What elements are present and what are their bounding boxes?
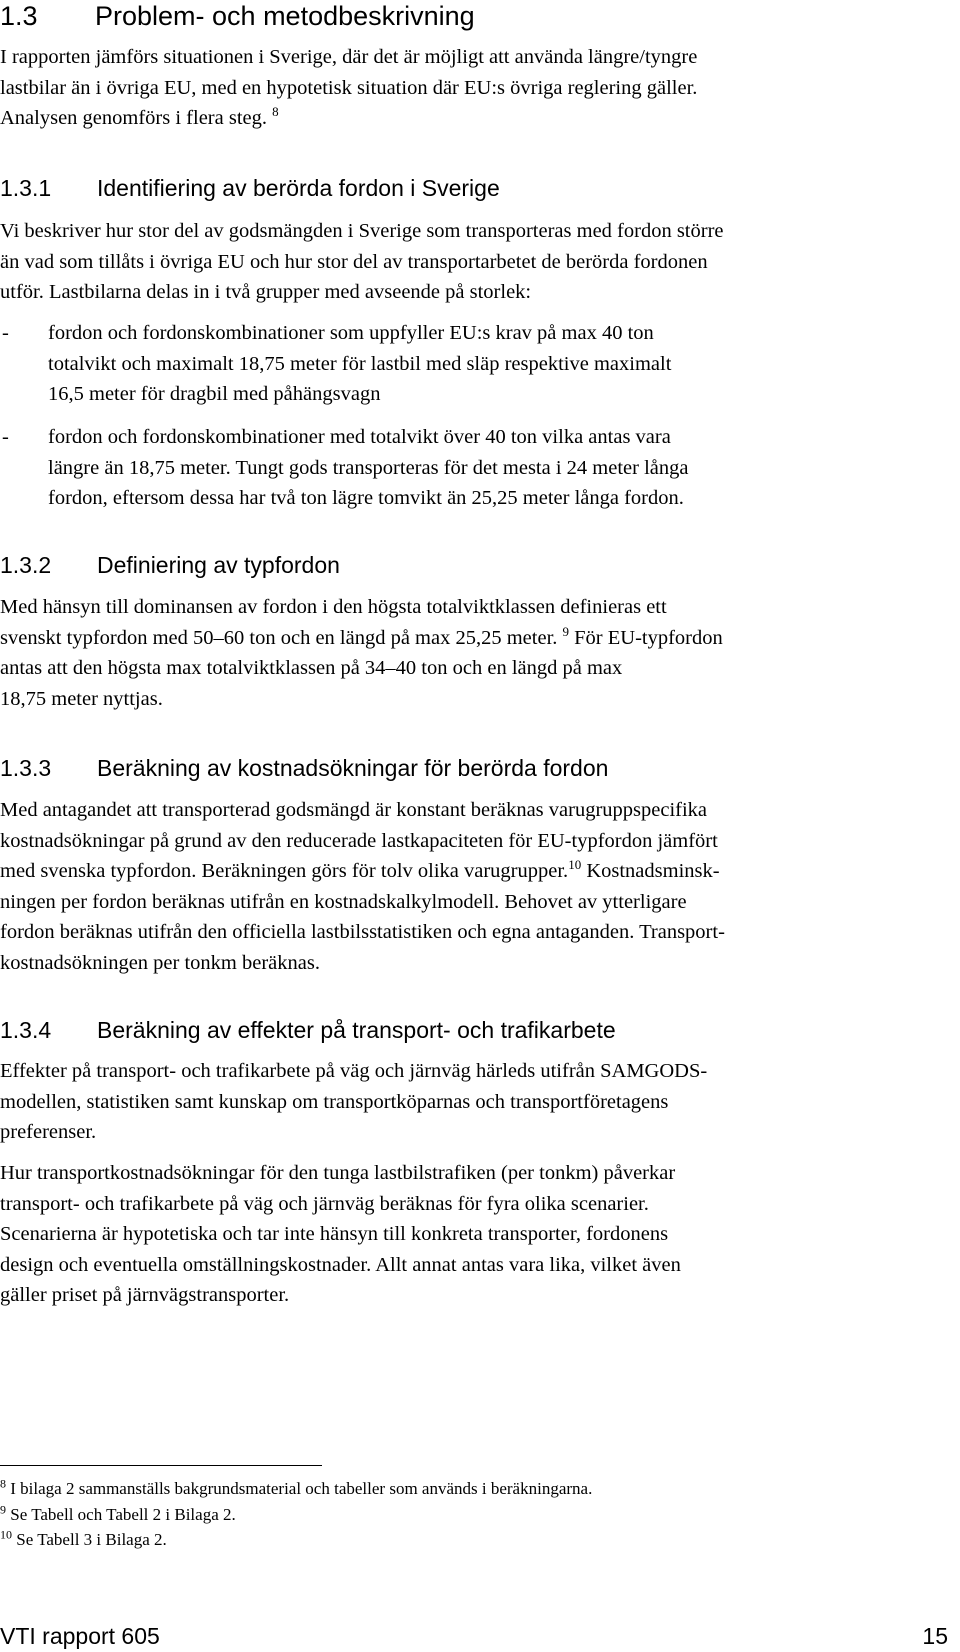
list-item-line: längre än 18,75 meter. Tungt gods transporteras för det mesta i 24 meter långa: [48, 456, 689, 479]
footnote-text: Se Tabell 3 i Bilaga 2.: [12, 1530, 167, 1549]
intro-line: [0, 103, 945, 134]
s133-line: kostnadsökningen per tonkm beräknas.: [0, 951, 320, 974]
s133-line: [0, 856, 945, 887]
list-item-line: totalvikt och maximalt 18,75 meter för lastbil med släp respektive maximalt: [48, 352, 672, 375]
subsection-number: 1.3.1: [0, 175, 52, 201]
s133-line: kostnadsökningar på grund av den reducerade lastkapaciteten för EU-typfordon jämfört: [0, 829, 718, 852]
intro-line: lastbilar än i övriga EU, med en hypotetisk situation där EU:s övriga reglering gäller.: [0, 76, 698, 99]
s133-line: ningen per fordon beräknas utifrån en kostnadskalkylmodell. Behovet av ytterligare: [0, 890, 687, 913]
intro-line: I rapporten jämförs situationen i Sverige, där det är möjligt att använda längre/tyngre: [0, 46, 698, 68]
s131-line: Vi beskriver hur stor del av godsmängden i Sverige som transporteras med fordon större: [0, 220, 724, 242]
subsection-number: 1.3.4: [0, 1017, 52, 1043]
list-dash: -: [2, 322, 9, 344]
subsection-heading-132: [0, 551, 340, 579]
intro-last-text: Analysen genomförs i flera steg.: [0, 107, 267, 129]
subsection-heading-134: [0, 1016, 616, 1044]
list-item-line: fordon och fordonskombinationer som uppfyller EU:s krav på max 40 ton: [48, 322, 654, 344]
section-heading: [0, 0, 475, 32]
footnote: [0, 1503, 236, 1527]
footnote-text: I bilaga 2 sammanställs bakgrundsmaterial och tabeller som används i beräkningarna.: [6, 1479, 593, 1498]
subsection-title: Definiering av typfordon: [97, 552, 340, 578]
list-item-line: 16,5 meter för dragbil med påhängsvagn: [48, 383, 381, 405]
s132-text: För EU-typfordon: [569, 626, 723, 649]
footnote-number: 10: [0, 1527, 12, 1542]
s132-line: [0, 623, 945, 654]
s134-line: preferenser.: [0, 1121, 97, 1143]
subsection-number: 1.3.3: [0, 755, 52, 781]
footnote: [0, 1477, 592, 1501]
footnote-number: 9: [0, 1502, 6, 1517]
subsection-number: 1.3.2: [0, 552, 52, 578]
subsection-heading-131: [0, 174, 500, 202]
s134-line: transport- och trafikarbete på väg och järnväg beräknas för fyra olika scenarier.: [0, 1192, 649, 1215]
s134-line: Scenarierna är hypotetiska och tar inte hänsyn till konkreta transporter, fordonens: [0, 1223, 669, 1245]
footnote-ref[interactable]: 8: [272, 104, 279, 120]
s133-text: Kostnadsminsk-: [581, 860, 720, 882]
s131-line: utför. Lastbilarna delas in i två grupper med avseende på storlek:: [0, 281, 532, 303]
subsection-title: Identifiering av berörda fordon i Sverige: [97, 175, 500, 201]
s134-line: Hur transportkostnadsökningar för den tunga lastbilstrafiken (per tonkm) påverkar: [0, 1162, 676, 1184]
subsection-title: Beräkning av effekter på transport- och trafikarbete: [97, 1017, 616, 1043]
s134-line: design och eventuella omställningskostnader. Allt annat antas vara lika, vilket även: [0, 1253, 681, 1276]
section-number: 1.3: [0, 1, 38, 31]
list-dash: -: [2, 426, 9, 448]
footnote-ref[interactable]: 9: [562, 623, 570, 639]
s134-line: Effekter på transport- och trafikarbete på väg och järnväg härleds utifrån SAMGODS-: [0, 1060, 708, 1082]
s132-text: svenskt typfordon med 50–60 ton och en längd på max 25,25 meter.: [0, 626, 558, 649]
s132-line: antas att den högsta max totalviktklassen på 34–40 ton och en längd på max: [0, 657, 623, 679]
footnote-text: Se Tabell och Tabell 2 i Bilaga 2.: [6, 1505, 236, 1524]
footer-report-name: VTI rapport 605: [0, 1623, 160, 1649]
footnote-number: 8: [0, 1476, 6, 1491]
section-title: Problem- och metodbeskrivning: [95, 1, 475, 31]
s131-paragraph: [0, 216, 945, 308]
footnote-separator: [0, 1465, 322, 1466]
list-item-line: fordon, eftersom dessa har två ton lägre tomvikt än 25,25 meter långa fordon.: [48, 487, 684, 509]
s131-line: än vad som tillåts i övriga EU och hur stor del av transportarbetet de berörda fordonen: [0, 250, 708, 273]
s133-text: med svenska typfordon. Beräkningen görs för tolv olika varugrupper.: [0, 860, 569, 882]
s134-line: modellen, statistiken samt kunskap om transportköparnas och transportföretagens: [0, 1090, 669, 1113]
footnote: [0, 1528, 167, 1552]
s132-line: Med hänsyn till dominansen av fordon i den högsta totalviktklassen definieras ett: [0, 596, 667, 618]
subsection-heading-133: [0, 754, 608, 782]
subsection-title: Beräkning av kostnadsökningar för berörda fordon: [97, 755, 609, 781]
s132-line: 18,75 meter nyttjas.: [0, 687, 163, 710]
s134-line: gäller priset på järnvägstransporter.: [0, 1284, 290, 1306]
page-number: 15: [922, 1623, 948, 1649]
intro-paragraph: [0, 42, 945, 134]
s133-paragraph: [0, 795, 945, 978]
s133-line: fordon beräknas utifrån den officiella lastbilsstatistiken och egna antaganden. Transport-: [0, 921, 725, 943]
s133-line: Med antagandet att transporterad godsmängd är konstant beräknas varugruppspecifika: [0, 799, 708, 821]
s132-paragraph: [0, 592, 945, 714]
s134-paragraph-2: [0, 1158, 945, 1311]
s134-paragraph-1: [0, 1056, 945, 1148]
list-item-line: fordon och fordonskombinationer med totalvikt över 40 ton vilka antas vara: [48, 426, 671, 448]
footnote-ref[interactable]: 10: [568, 857, 582, 873]
